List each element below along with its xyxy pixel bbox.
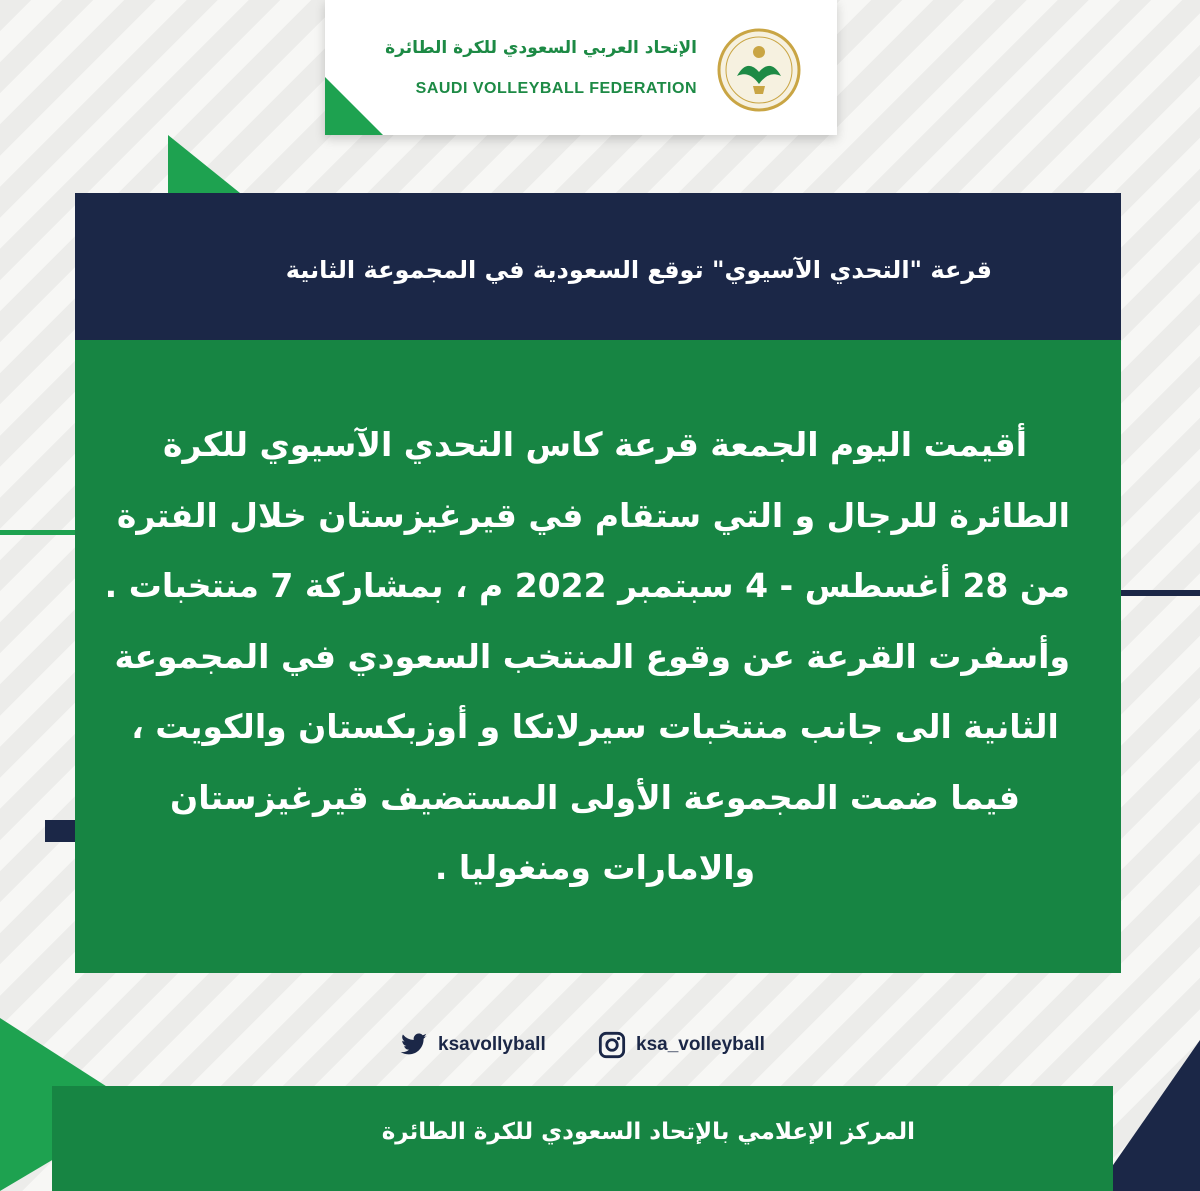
decor-navy-bar-right [1121, 590, 1200, 596]
federation-name-english: SAUDI VOLLEYBALL FEDERATION [415, 80, 697, 97]
body-line: أقيمت اليوم الجمعة قرعة كاس التحدي الآسيوي للكرة [162, 425, 1028, 464]
instagram-handle: ksa_volleyball [636, 1034, 765, 1055]
body-line: الطائرة للرجال و التي ستقام في قيرغيزستان خلال الفترة [116, 495, 1070, 535]
twitter-handle-row[interactable] [400, 1028, 546, 1062]
news-headline: قرعة "التحدي الآسيوي" توقع السعودية في المجموعة الثانية [285, 256, 992, 284]
decor-triangle-green-top-left [168, 135, 240, 195]
decor-navy-triangle-top-right [1120, 160, 1200, 240]
twitter-icon [400, 1033, 428, 1057]
federation-logo-card [325, 0, 837, 135]
body-line: فيما ضمت المجموعة الأولى المستضيف قيرغيزستان [170, 777, 1020, 817]
decor-navy-bar-left [45, 820, 75, 842]
body-line: الثانية الى جانب منتخبات سيرلانكا و أوزبكستان والكويت ، [131, 707, 1059, 746]
instagram-handle-row[interactable] [598, 1028, 765, 1062]
decor-green-bar-left [0, 530, 75, 535]
twitter-handle: ksavollyball [438, 1034, 546, 1055]
footer-media-center: المركز الإعلامي بالإتحاد السعودي للكرة الطائرة [381, 1119, 915, 1145]
instagram-icon [598, 1031, 626, 1059]
news-body-text [104, 410, 1070, 904]
body-line: من 28 أغسطس - 4 سبتمبر 2022 م ، بمشاركة 7 منتخبات . [104, 566, 1070, 605]
federation-name-arabic: الإتحاد العربي السعودي للكرة الطائرة [385, 38, 697, 58]
logo-card-corner-accent [325, 77, 383, 135]
body-line: وأسفرت القرعة عن وقوع المنتخب السعودي في المجموعة [114, 636, 1070, 676]
body-line: والامارات ومنغوليا . [434, 848, 756, 887]
volleyball-federation-emblem-icon [717, 28, 801, 112]
